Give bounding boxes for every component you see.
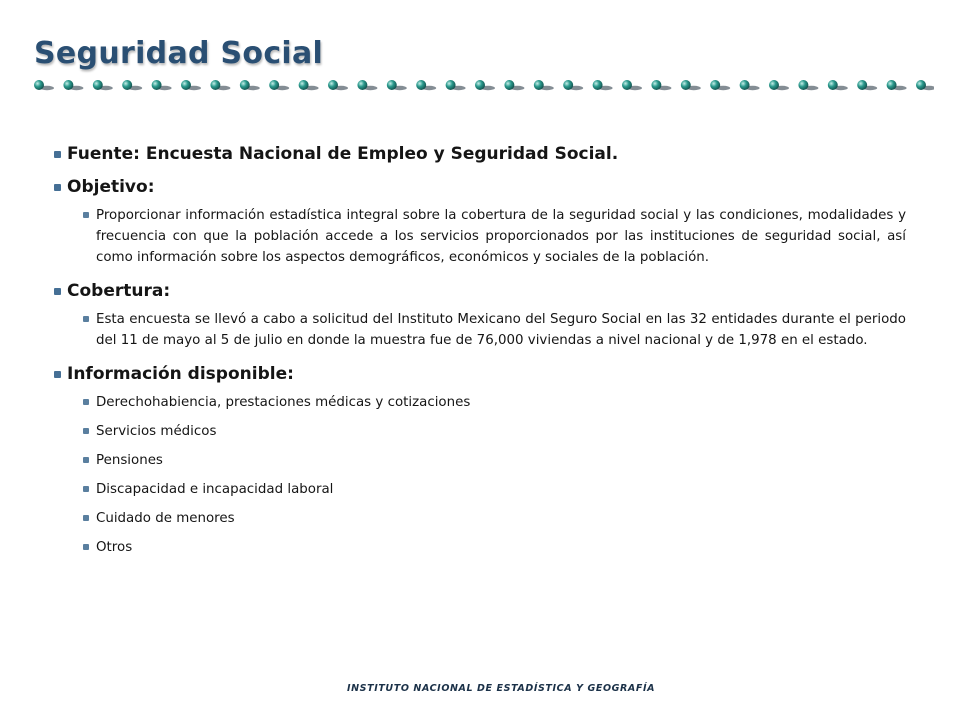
divider-dot xyxy=(240,80,250,90)
divider-dot xyxy=(622,80,632,90)
divider-dot xyxy=(269,80,279,90)
divider-dot xyxy=(769,80,779,90)
square-bullet-icon xyxy=(83,399,89,405)
divider-dot xyxy=(651,80,661,90)
divider-dot xyxy=(328,80,338,90)
list-item-text: Servicios médicos xyxy=(96,424,217,439)
list-item xyxy=(54,479,906,500)
divider-dot xyxy=(446,80,456,90)
paragraph-text: Esta encuesta se llevó a cabo a solicitud del Instituto Mexicano del Seguro Social en las 32 entidades durante el periodo del 11 de mayo al 5 de julio en donde la muestra fue de 76,000 viviendas a nivel nacional y de 1,978 en el estado. xyxy=(96,312,906,348)
section-label: Cobertura: xyxy=(67,281,171,301)
square-bullet-icon xyxy=(83,457,89,463)
divider-dot xyxy=(387,80,397,90)
divider-dot xyxy=(34,80,44,90)
divider-dot xyxy=(828,80,838,90)
slide-content xyxy=(54,143,906,566)
divider-dot xyxy=(357,80,367,90)
divider-dot xyxy=(504,80,514,90)
paragraph-text: Proporcionar información estadística integral sobre la cobertura de la seguridad social y las condiciones, modalidades y frecuencia con que la población accede a los servicios proporcionados por las instituciones de seguridad social, así como información sobre los aspectos demográficos, económicos y sociales de la población. xyxy=(96,208,906,265)
list-item xyxy=(54,392,906,413)
page-title: Seguridad Social xyxy=(34,36,324,71)
section-label: Objetivo: xyxy=(67,177,155,197)
divider-dot xyxy=(122,80,132,90)
list-item-text: Derechohabiencia, prestaciones médicas y cotizaciones xyxy=(96,395,471,410)
dotted-divider xyxy=(30,76,934,96)
section-cobertura xyxy=(54,280,906,302)
square-bullet-icon xyxy=(54,371,61,378)
divider-dot xyxy=(181,80,191,90)
square-bullet-icon xyxy=(83,316,89,322)
divider-dot xyxy=(152,80,162,90)
square-bullet-icon xyxy=(83,544,89,550)
divider-dot xyxy=(63,80,73,90)
list-item-text: Discapacidad e incapacidad laboral xyxy=(96,482,334,497)
divider-dot xyxy=(798,80,808,90)
list-item-text: Pensiones xyxy=(96,453,163,468)
section-label: Fuente: Encuesta Nacional de Empleo y Seguridad Social. xyxy=(67,144,619,164)
objetivo-text xyxy=(54,205,906,268)
list-item xyxy=(54,421,906,442)
divider-dot xyxy=(887,80,897,90)
square-bullet-icon xyxy=(54,184,61,191)
divider-dot xyxy=(563,80,573,90)
section-objetivo xyxy=(54,176,906,198)
list-item xyxy=(54,450,906,471)
list-item-text: Cuidado de menores xyxy=(96,511,235,526)
list-item xyxy=(54,537,906,558)
square-bullet-icon xyxy=(83,486,89,492)
square-bullet-icon xyxy=(54,288,61,295)
cobertura-text xyxy=(54,309,906,351)
divider-dot xyxy=(93,80,103,90)
divider-dot xyxy=(475,80,485,90)
square-bullet-icon xyxy=(83,212,89,218)
list-item-text: Otros xyxy=(96,540,133,555)
divider-dot xyxy=(857,80,867,90)
divider-dot xyxy=(740,80,750,90)
divider-dot xyxy=(299,80,309,90)
section-informacion xyxy=(54,363,906,385)
divider-dot xyxy=(710,80,720,90)
square-bullet-icon xyxy=(83,515,89,521)
square-bullet-icon xyxy=(83,428,89,434)
divider-dot xyxy=(416,80,426,90)
divider-dot xyxy=(681,80,691,90)
divider-dot xyxy=(593,80,603,90)
footer-institution: INSTITUTO NACIONAL DE ESTADÍSTICA Y GEOGRAFÍA xyxy=(347,683,656,694)
divider-dot xyxy=(916,80,926,90)
square-bullet-icon xyxy=(54,151,61,158)
divider-dot xyxy=(534,80,544,90)
divider-dot xyxy=(210,80,220,90)
list-item xyxy=(54,508,906,529)
section-label: Información disponible: xyxy=(67,364,294,384)
section-fuente xyxy=(54,143,906,165)
